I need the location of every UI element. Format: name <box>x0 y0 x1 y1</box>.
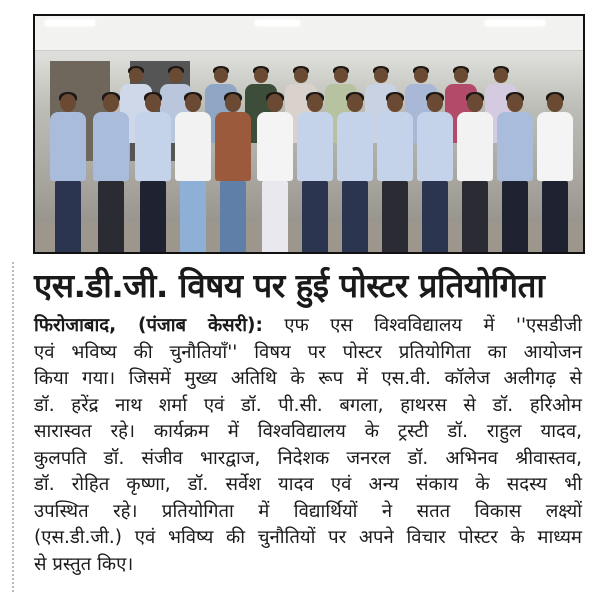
body-line: डॉ. रोहित कृष्णा, डॉ. सर्वेश यादव एवं अन्य संकाय के सदस्य भी <box>34 474 582 495</box>
body-line: डॉ. हरेंद्र नाथ शर्मा एवं डॉ. पी.सी. बगला, हाथरस से डॉ. हरिओम <box>34 394 582 416</box>
ceiling <box>35 16 583 51</box>
body-line: किया गया। जिसमें मुख्य अतिथि के रूप में एस.वी. कॉलेज अलीगढ़ से <box>34 368 582 389</box>
ceiling-light <box>485 20 545 26</box>
body-line: एवं भविष्य की चुनौतियाँ'' विषय पर पोस्टर प्रतियोगिता का आयोजन <box>34 341 582 363</box>
dateline: फिरोजाबाद, (पंजाब केसरी): <box>34 315 263 336</box>
ceiling-light <box>45 20 95 26</box>
article-body <box>34 313 582 578</box>
body-line: से प्रस्तुत किए। <box>34 553 134 575</box>
body-line: उपस्थित रहे। प्रतियोगिता में विद्यार्थियों ने सतत विकास लक्ष्यों <box>34 500 582 522</box>
headline: एस.डी.जी. विषय पर हुई पोस्टर प्रतियोगिता <box>34 266 545 305</box>
group-photo <box>33 14 585 254</box>
body-line: (एस.डी.जी.) एवं भविष्य की चुनौतियों पर अपने विचार पोस्टर के माध्यम <box>34 527 582 548</box>
ceiling-light <box>255 20 300 26</box>
body-line: सारास्वत रहे। कार्यक्रम में विश्वविद्यालय के ट्रस्टी डॉ. राहुल यादव, <box>34 421 582 442</box>
body-line: एफ एस विश्वविद्यालय में ''एसडीजी <box>262 315 582 336</box>
body-line: कुलपति डॉ. संजीव भारद्वाज, निदेशक जनरल डॉ. अभिनव श्रीवास्तव, <box>34 447 582 469</box>
clipping-cut-edge <box>12 262 14 592</box>
